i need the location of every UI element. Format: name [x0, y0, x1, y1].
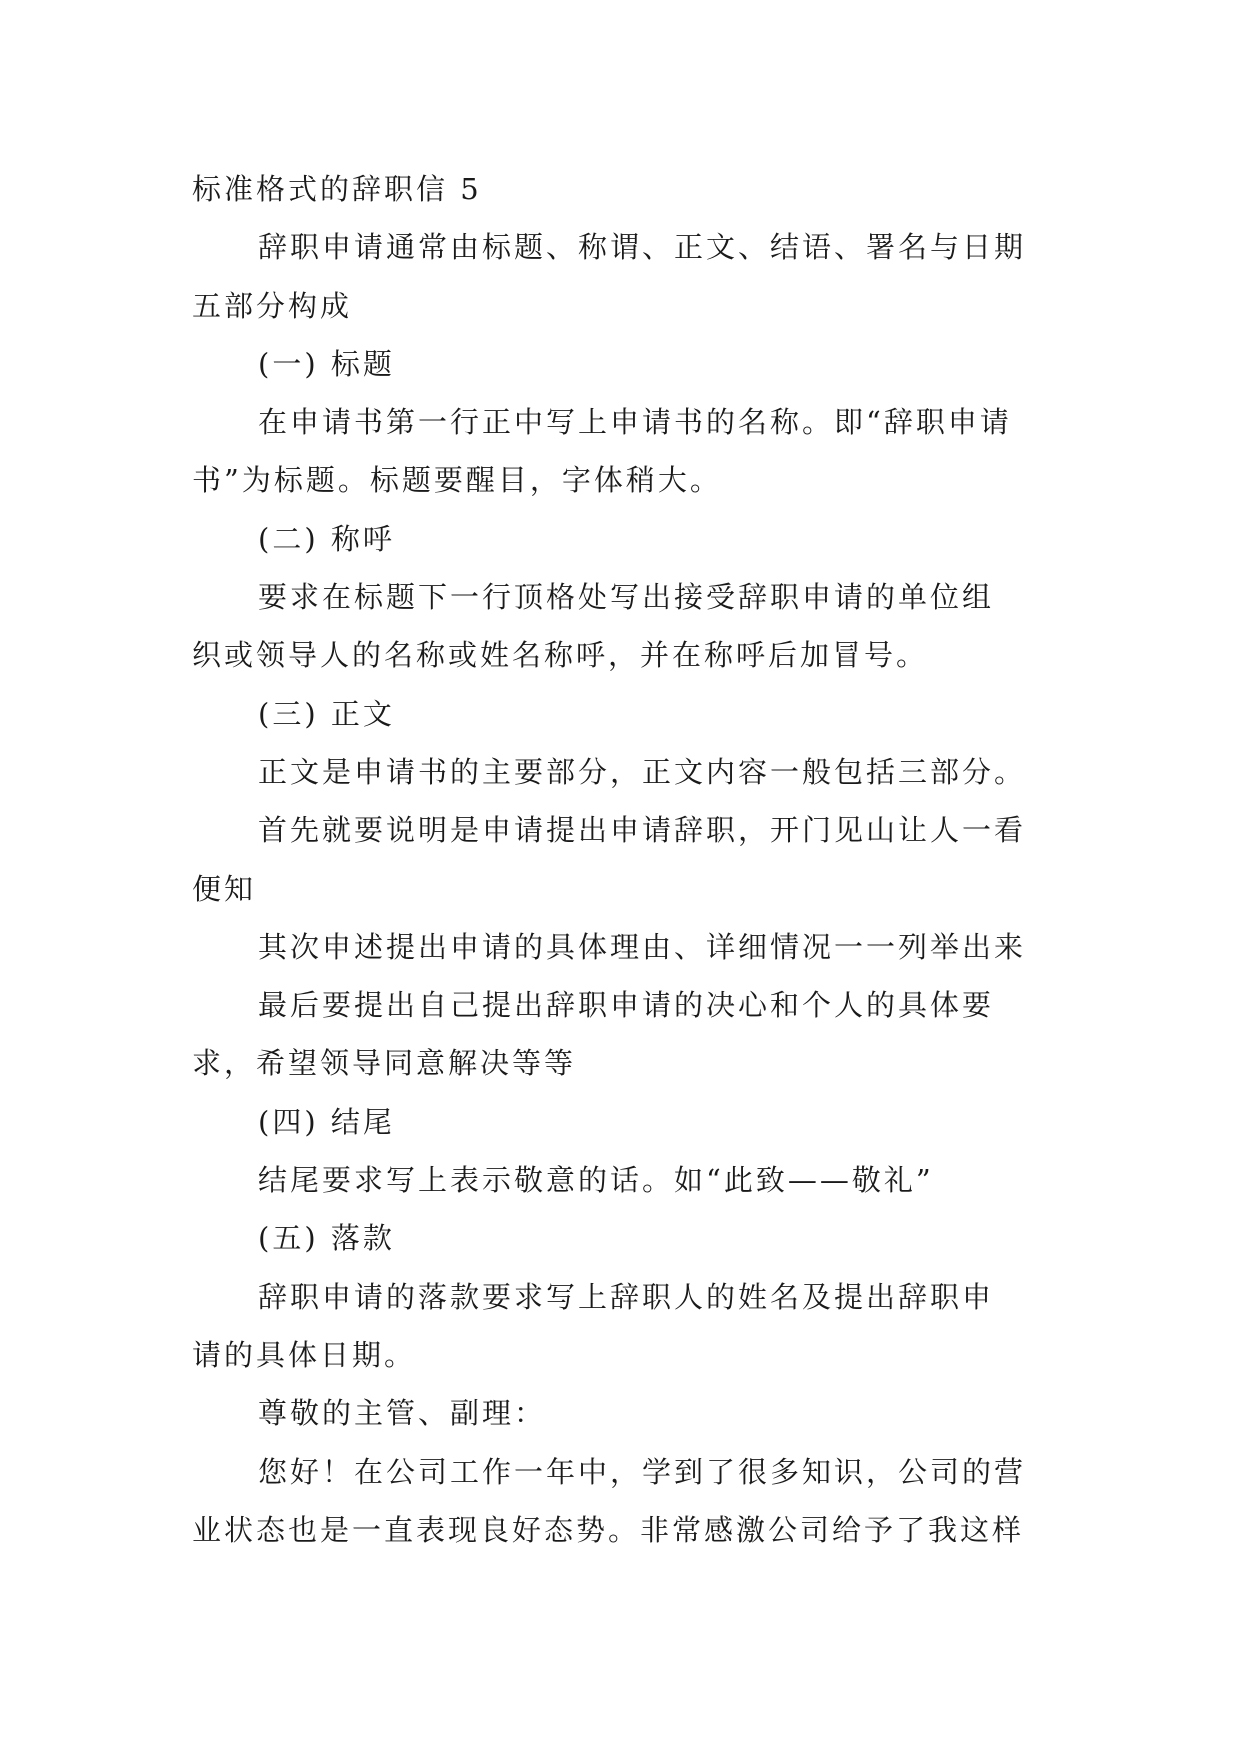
paragraph-line: 在申请书第一行正中写上申请书的名称。即“辞职申请 — [258, 405, 1012, 440]
section-heading: (五) 落款 — [258, 1221, 395, 1256]
paragraph-line: 五部分构成 — [192, 288, 353, 323]
paragraph-line: 请的具体日期。 — [192, 1337, 417, 1372]
section-heading: (三) 正文 — [258, 696, 395, 731]
paragraph-line: 业状态也是一直表现良好态势。非常感激公司给予了我这样 — [192, 1512, 1025, 1547]
section-heading: (二) 称呼 — [258, 521, 395, 556]
paragraph-line: 辞职申请的落款要求写上辞职人的姓名及提出辞职申 — [258, 1279, 995, 1314]
section-heading: (一) 标题 — [258, 346, 395, 381]
section-heading: (四) 结尾 — [258, 1104, 395, 1139]
paragraph-line: 织或领导人的名称或姓名称呼，并在称呼后加冒号。 — [192, 638, 929, 673]
document-title: 标准格式的辞职信 5 — [192, 172, 482, 206]
paragraph-line: 辞职申请通常由标题、称谓、正文、结语、署名与日期 — [258, 230, 1027, 265]
paragraph-line: 您好！在公司工作一年中，学到了很多知识，公司的营 — [258, 1454, 1027, 1489]
paragraph-line: 求，希望领导同意解决等等 — [192, 1046, 577, 1081]
paragraph-line: 正文是申请书的主要部分，正文内容一般包括三部分。 — [258, 754, 1027, 789]
letter-salutation: 尊敬的主管、副理： — [258, 1396, 547, 1431]
paragraph-line: 书”为标题。标题要醒目，字体稍大。 — [192, 463, 722, 498]
paragraph-line: 其次申述提出申请的具体理由、详细情况一一列举出来 — [258, 929, 1027, 964]
paragraph-line: 要求在标题下一行顶格处写出接受辞职申请的单位组 — [258, 580, 995, 615]
paragraph-line: 首先就要说明是申请提出申请辞职，开门见山让人一看 — [258, 813, 1027, 848]
paragraph-line: 结尾要求写上表示敬意的话。如“此致——敬礼” — [258, 1163, 934, 1198]
document-body — [192, 160, 1062, 1559]
paragraph-line: 最后要提出自己提出辞职申请的决心和个人的具体要 — [258, 988, 995, 1023]
paragraph-line: 便知 — [192, 871, 257, 906]
